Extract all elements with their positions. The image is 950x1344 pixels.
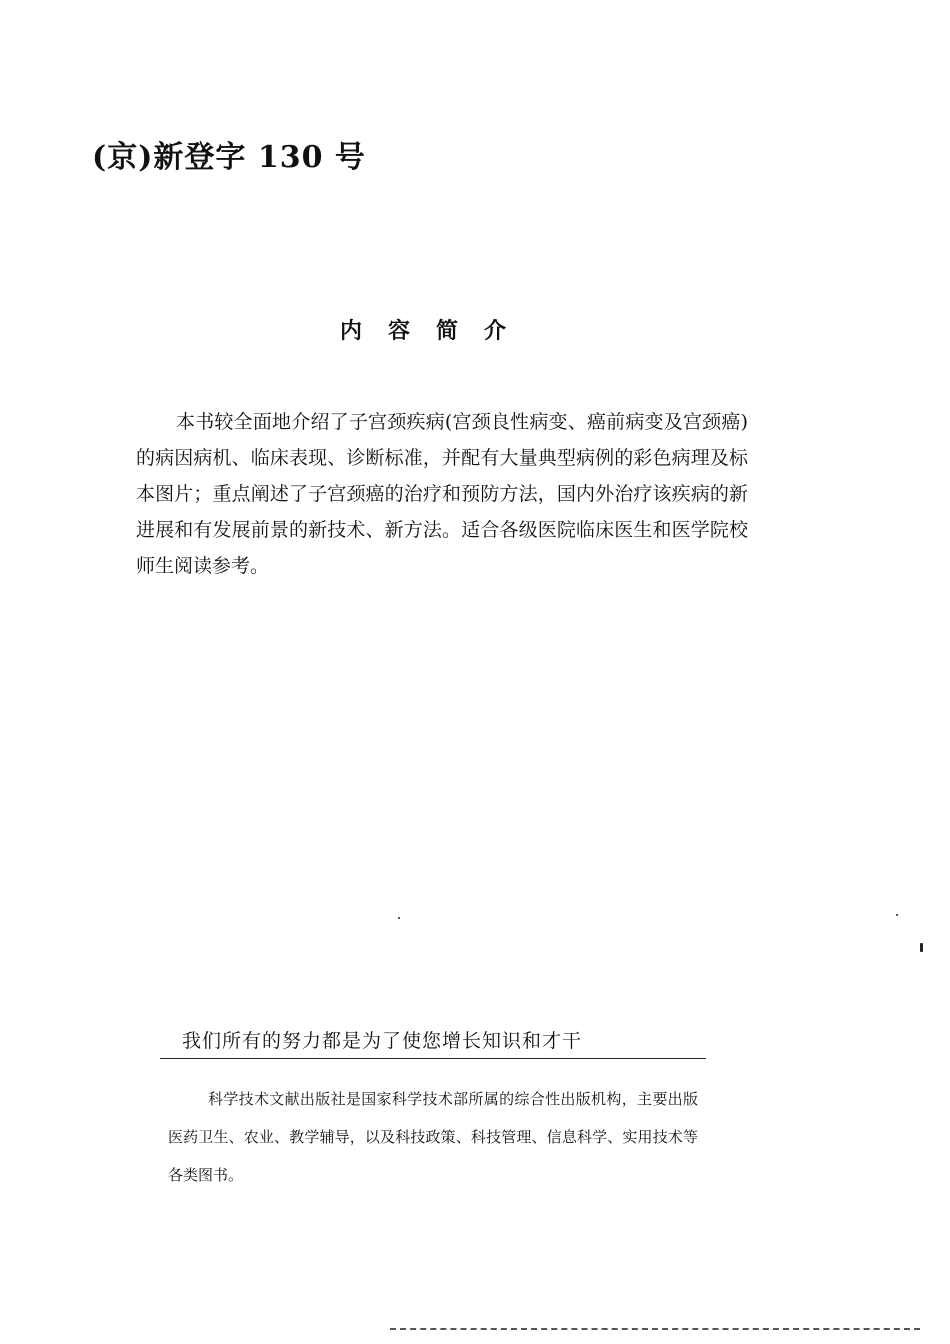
slogan-divider [160, 1058, 706, 1059]
scan-speck [398, 917, 400, 919]
scan-edge-line [390, 1328, 920, 1330]
intro-body: 本书较全面地介绍了子宫颈疾病(宫颈良性病变、癌前病变及宫颈癌)的病因病机、临床表现、诊断标准，并配有大量典型病例的彩色病理及标本图片；重点阐述了子宫颈癌的治疗和预防方法，国内外治疗该疾病的新进展和有发展前景的新技术、新方法。适合各级医院临床医生和医学院校师生阅读参考。 [136, 411, 748, 577]
scan-speck [920, 943, 923, 952]
intro-heading: 内容简介 [340, 318, 533, 344]
publisher-slogan: 我们所有的努力都是为了使您增长知识和才干 [182, 1030, 583, 1052]
publisher-description: 科学技术文献出版社是国家科学技术部所属的综合性出版机构，主要出版医药卫生、农业、教学辅导，以及科技政策、科技管理、信息科学、实用技术等各类图书。 [168, 1090, 698, 1184]
registration-number: (京)新登字 130 号 [92, 140, 366, 175]
scan-speck [896, 914, 898, 916]
